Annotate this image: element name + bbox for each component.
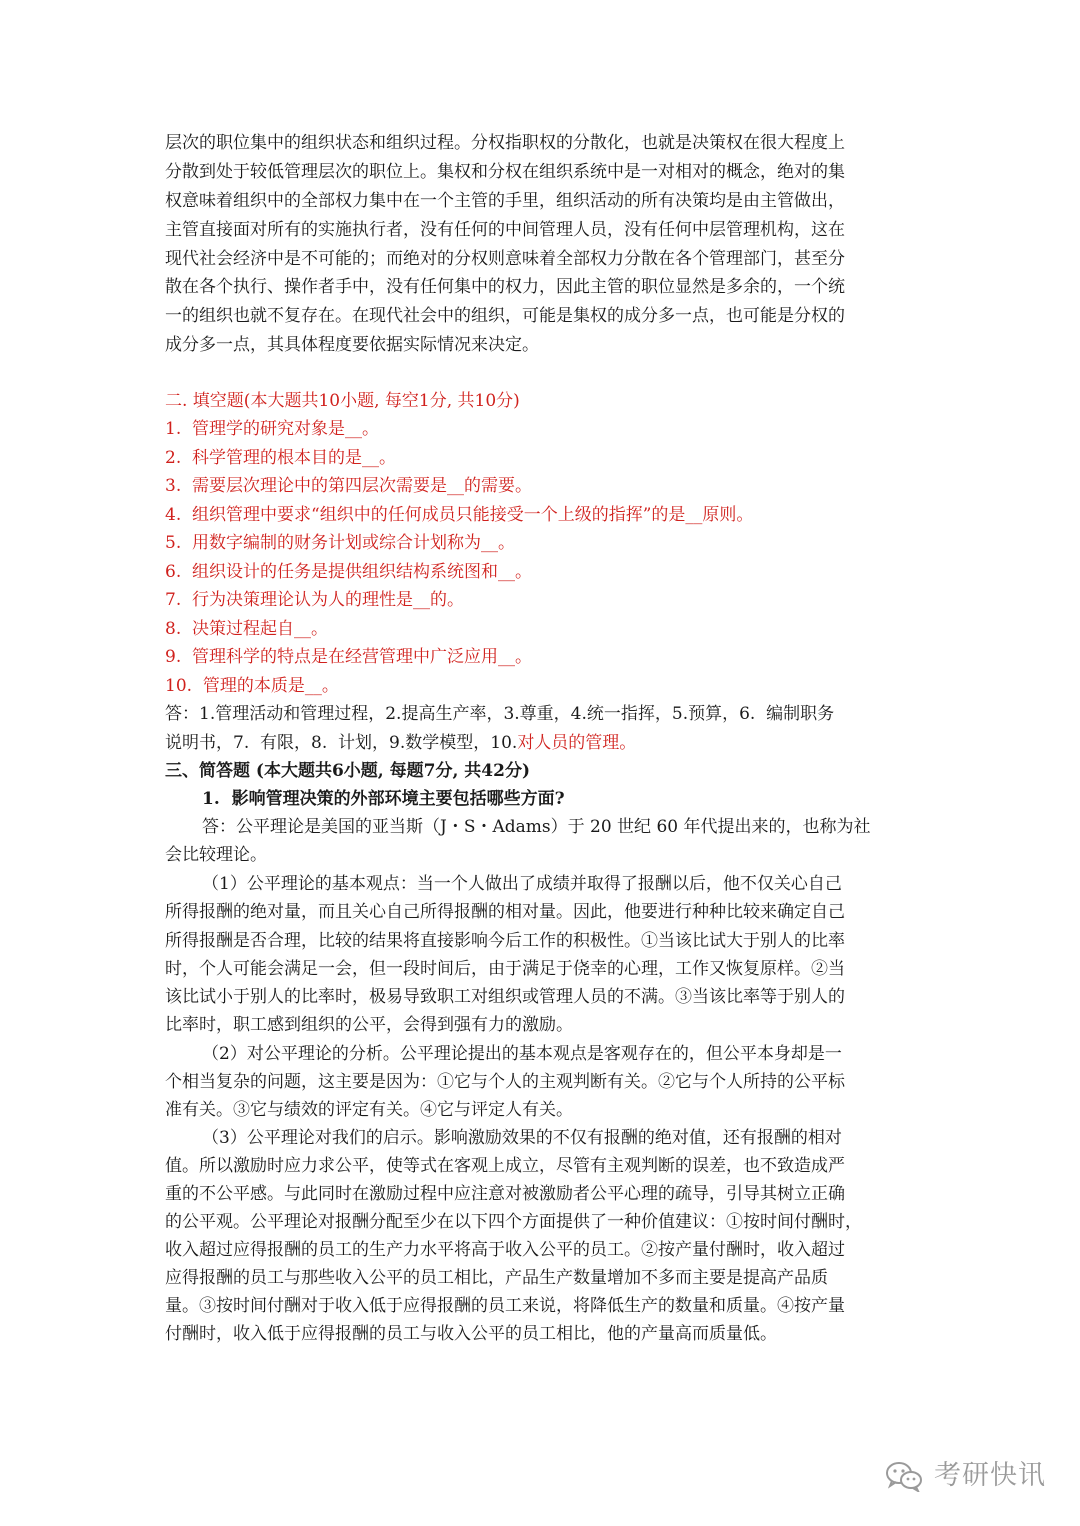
text-line: 的公平观。公平理论对报酬分配至少在以下四个方面提供了一种价值建议：①按时间付酬时， [165, 1212, 862, 1232]
text-line: 散在各个执行、操作者手中，没有任何集中的权力，因此主管的职位显然是多余的，一个统 [165, 277, 845, 297]
text-line: 成分多一点，其具体程度要依据实际情况来决定。 [165, 335, 539, 355]
answer-line [165, 731, 636, 755]
text-line: 会比较理论。 [165, 845, 267, 865]
answer-highlight: 对人员的管理。 [517, 733, 637, 753]
question-item: 10. 管理的本质是__。 [165, 676, 339, 696]
text-line: 一的组织也就不复存在。在现代社会中的组织，可能是集权的成分多一点，也可能是分权的 [165, 306, 845, 326]
text-line: 现代社会经济中是不可能的；而绝对的分权则意味着全部权力分散在各个管理部门，甚至分 [165, 249, 845, 269]
text-line: 主管直接面对所有的实施执行者，没有任何的中间管理人员，没有任何中层管理机构，这在 [165, 220, 845, 240]
question-item: 5. 用数字编制的财务计划或综合计划称为__。 [165, 533, 516, 553]
text-line: 所得报酬的绝对量，而且关心自己所得报酬的相对量。因此，他要进行种种比较来确定自己 [165, 902, 845, 922]
question-item: 9. 管理科学的特点是在经营管理中广泛应用__。 [165, 647, 533, 667]
text-line: （3）公平理论对我们的启示。影响激励效果的不仅有报酬的绝对值，还有报酬的相对 [202, 1128, 842, 1148]
text-line: 付酬时，收入低于应得报酬的员工与收入公平的员工相比，他的产量高而质量低。 [165, 1324, 777, 1344]
text-line: 权意味着组织中的全部权力集中在一个主管的手里，组织活动的所有决策均是由主管做出， [165, 191, 845, 211]
text-line: 该比试小于别人的比率时，极易导致职工对组织或管理人员的不满。③当该比率等于别人的 [165, 987, 845, 1007]
text-line: 时，个人可能会满足一会，但一段时间后，由于满足于侥幸的心理，工作又恢复原样。②当 [165, 959, 845, 979]
question-item: 3. 需要层次理论中的第四层次需要是__的需要。 [165, 476, 533, 496]
text-line: 重的不公平感。与此同时在激励过程中应注意对被激励者公平心理的疏导，引导其树立正确 [165, 1184, 845, 1204]
question-title: 1. 影响管理决策的外部环境主要包括哪些方面? [202, 789, 565, 809]
section-heading: 二. 填空题(本大题共10小题, 每空1分, 共10分) [165, 391, 520, 411]
section-heading: 三、简答题 (本大题共6小题, 每题7分, 共42分) [165, 761, 530, 781]
text-line: 准有关。③它与绩效的评定有关。④它与评定人有关。 [165, 1100, 573, 1120]
question-item: 6. 组织设计的任务是提供组织结构系统图和__。 [165, 562, 533, 582]
text-line: 比率时，职工感到组织的公平，会得到强有力的激励。 [165, 1015, 573, 1035]
wechat-icon [884, 1460, 924, 1492]
question-item: 4. 组织管理中要求“组织中的任何成员只能接受一个上级的指挥”的是__原则。 [165, 505, 754, 525]
text-line: 分散到处于较低管理层次的职位上。集权和分权在组织系统中是一对相对的概念，绝对的集 [165, 162, 845, 182]
text-line: （2）对公平理论的分析。公平理论提出的基本观点是客观存在的，但公平本身却是一 [202, 1044, 842, 1064]
answer-text: 说明书，7. 有限，8. 计划，9.数学模型，10. [165, 733, 518, 753]
text-line: 个相当复杂的问题，这主要是因为：①它与个人的主观判断有关。②它与个人所持的公平标 [165, 1072, 845, 1092]
text-line: 应得报酬的员工与那些收入公平的员工相比，产品生产数量增加不多而主要是提高产品质 [165, 1268, 828, 1288]
text-line: 所得报酬是否合理，比较的结果将直接影响今后工作的积极性。①当该比试大于别人的比率 [165, 931, 845, 951]
question-item: 8. 决策过程起自__。 [165, 619, 329, 639]
text-line: 量。③按时间付酬对于收入低于应得报酬的员工来说，将降低生产的数量和质量。④按产量 [165, 1296, 845, 1316]
text-line: 答：公平理论是美国的亚当斯（J・S・Adams）于 20 世纪 60 年代提出来的，也称为社 [202, 817, 871, 837]
answer-line: 答：1.管理活动和管理过程，2.提高生产率，3.尊重，4.统一指挥，5.预算，6. 编制职务 [165, 704, 835, 724]
text-line: （1）公平理论的基本观点：当一个人做出了成绩并取得了报酬以后，他不仅关心自己 [202, 874, 842, 894]
question-item: 7. 行为决策理论认为人的理性是__的。 [165, 590, 465, 610]
watermark-text: 考研快讯 [934, 1460, 1046, 1491]
text-line: 收入超过应得报酬的员工的生产力水平将高于收入公平的员工。②按产量付酬时，收入超过 [165, 1240, 845, 1260]
question-item: 1. 管理学的研究对象是__。 [165, 419, 380, 439]
text-line: 值。所以激励时应力求公平，使等式在客观上成立，尽管有主观判断的误差，也不致造成严 [165, 1156, 845, 1176]
watermark [884, 1452, 1054, 1500]
question-item: 2. 科学管理的根本目的是__。 [165, 448, 397, 468]
text-line: 层次的职位集中的组织状态和组织过程。分权指职权的分散化，也就是决策权在很大程度上 [165, 133, 845, 153]
